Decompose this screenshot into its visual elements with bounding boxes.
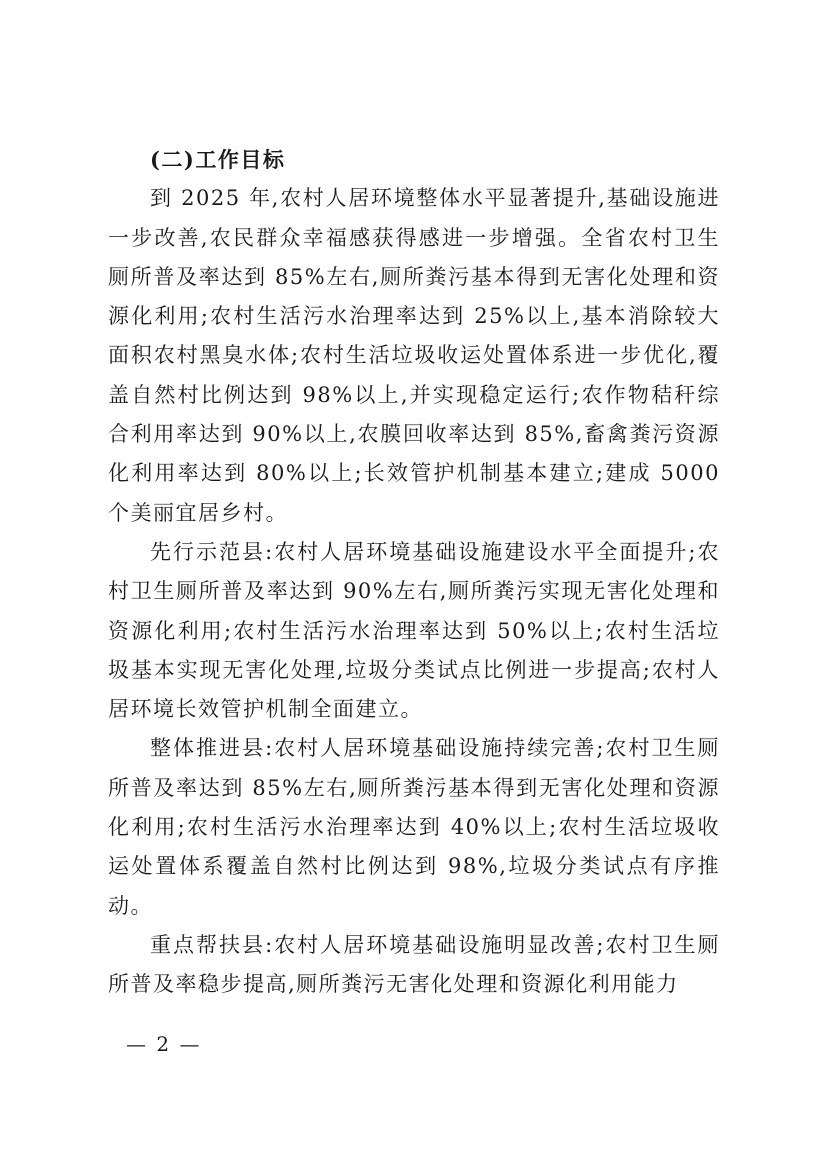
- paragraph-advancing-county: 整体推进县:农村人居环境基础设施持续完善;农村卫生厕所普及率达到 85%左右,厕所粪污基本得到无害化处理和资源化利用;农村生活污水治理率达到 40%以上;农村生活垃圾收运处置体系覆盖自然村比例达到 98%,垃圾分类试点有序推动。: [108, 736, 720, 918]
- paragraph-pilot-county: 先行示范县:农村人居环境基础设施建设水平全面提升;农村卫生厕所普及率达到 90%左右,厕所粪污实现无害化处理和资源化利用;农村生活污水治理率达到 50%以上;农村生活垃圾基本实现无害化处理,垃圾分类试点比例进一步提高;农村人居环境长效管护机制全面建立。: [108, 539, 720, 722]
- section-heading: (二)工作目标: [150, 147, 286, 172]
- paragraph-key-support-county: 重点帮扶县:农村人居环境基础设施明显改善;农村卫生厕所普及率稳步提高,厕所粪污无害化处理和资源化利用能力: [108, 932, 720, 997]
- page-number: — 2 —: [126, 1032, 202, 1056]
- document-body: [108, 140, 720, 1005]
- paragraph-overall-goal: 到 2025 年,农村人居环境整体水平显著提升,基础设施进一步改善,农民群众幸福感获得感进一步增强。全省农村卫生厕所普及率达到 85%左右,厕所粪污基本得到无害化处理和资源化利用;农村生活污水治理率达到 25%以上,基本消除较大面积农村黑臭水体;农村生活垃圾收运处置体系进一步优化,覆盖自然村比例达到 98%以上,并实现稳定运行;农作物秸秆综合利用率达到 90%以上,农膜回收率达到 85%,畜禽粪污资源化利用率达到 80%以上;长效管护机制基本建立;建成 5000 个美丽宜居乡村。: [108, 186, 720, 525]
